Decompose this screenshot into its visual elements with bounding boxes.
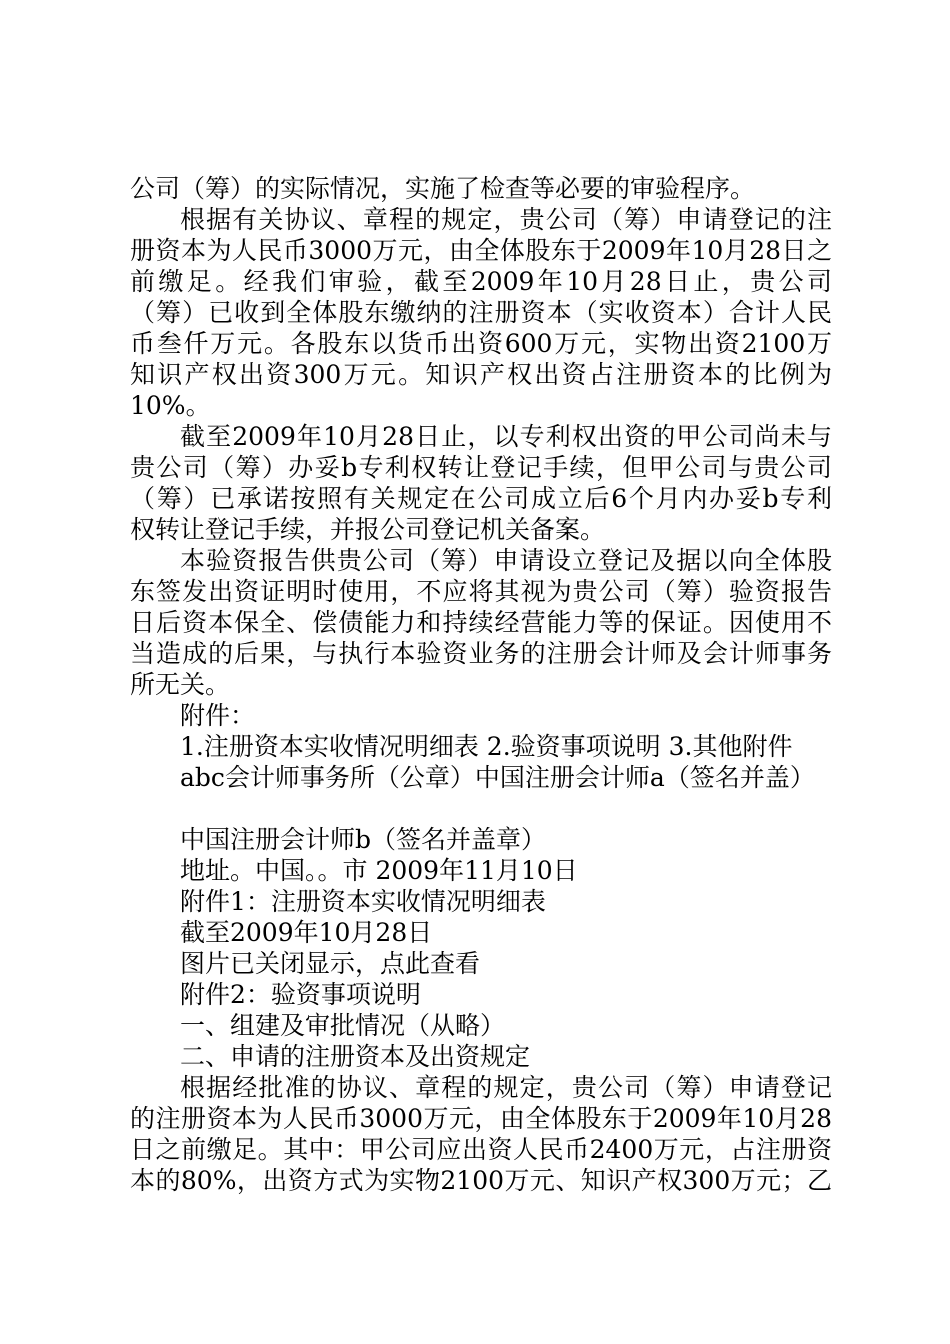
address-date: 地址。中国。。市 2009年11月10日 (180, 856, 578, 885)
paragraph-line: （筹）已承诺按照有关规定在公司成立后6个月内办妥b专利 (130, 484, 832, 513)
paragraph-line: 东签发出资证明时使用，不应将其视为贵公司（筹）验资报告 (130, 577, 832, 606)
section-heading: 一、组建及审批情况（从略） (180, 1011, 506, 1040)
paragraph-line: 的注册资本为人民币3000万元，由全体股东于2009年10月28 (130, 1104, 832, 1133)
appendix1-date: 截至2009年10月28日 (180, 918, 433, 947)
paragraph-line: 币叁仟万元。各股东以货币出资600万元，实物出资2100万 (130, 329, 832, 358)
attachments-label: 附件： (180, 701, 256, 730)
paragraph-line: 贵公司（筹）办妥b专利权转让登记手续，但甲公司与贵公司 (130, 453, 832, 482)
appendix2-title: 附件2：验资事项说明 (180, 980, 421, 1009)
paragraph-line: 本的80%，出资方式为实物2100万元、知识产权300万元；乙 (130, 1166, 832, 1195)
paragraph-line: 日后资本保全、偿债能力和持续经营能力等的保证。因使用不 (130, 608, 832, 637)
appendix1-title: 附件1：注册资本实收情况明细表 (180, 887, 546, 916)
paragraph-line: 日之前缴足。其中：甲公司应出资人民币2400万元，占注册资 (130, 1135, 832, 1164)
paragraph-line: 截至2009年10月28日止，以专利权出资的甲公司尚未与 (180, 422, 832, 451)
paragraph-line: 本验资报告供贵公司（筹）申请设立登记及据以向全体股 (180, 546, 832, 575)
paragraph-line: 公司（筹）的实际情况，实施了检查等必要的审验程序。 (130, 174, 756, 203)
signature-firm: abc会计师事务所（公章）中国注册会计师a（签名并盖） (180, 763, 815, 792)
image-closed-link[interactable]: 图片已关闭显示，点此查看 (180, 949, 481, 978)
paragraph-line: 10%。 (130, 391, 211, 420)
attachments-list: 1.注册资本实收情况明细表 2.验资事项说明 3.其他附件 (180, 732, 793, 761)
paragraph-line: 当造成的后果，与执行本验资业务的注册会计师及会计师事务 (130, 639, 832, 668)
paragraph-line: 知识产权出资300万元。知识产权出资占注册资本的比例为 (130, 360, 832, 389)
signature-cpa-b: 中国注册会计师b（签名并盖章） (180, 825, 547, 854)
paragraph-line: 册资本为人民币3000万元，由全体股东于2009年10月28日之 (130, 236, 832, 265)
paragraph-line: 根据有关协议、章程的规定，贵公司（筹）申请登记的注 (180, 205, 832, 234)
paragraph-line: 权转让登记手续，并报公司登记机关备案。 (130, 515, 606, 544)
paragraph-line: 前缴足。经我们审验，截至2009年10月28日止，贵公司 (130, 267, 832, 296)
paragraph-line: 所无关。 (130, 670, 231, 699)
paragraph-line: （筹）已收到全体股东缴纳的注册资本（实收资本）合计人民 (130, 298, 832, 327)
paragraph-line: 根据经批准的协议、章程的规定，贵公司（筹）申请登记 (180, 1073, 832, 1102)
document-body (130, 173, 832, 1196)
blank-line (130, 793, 832, 824)
section-heading: 二、申请的注册资本及出资规定 (180, 1042, 531, 1071)
